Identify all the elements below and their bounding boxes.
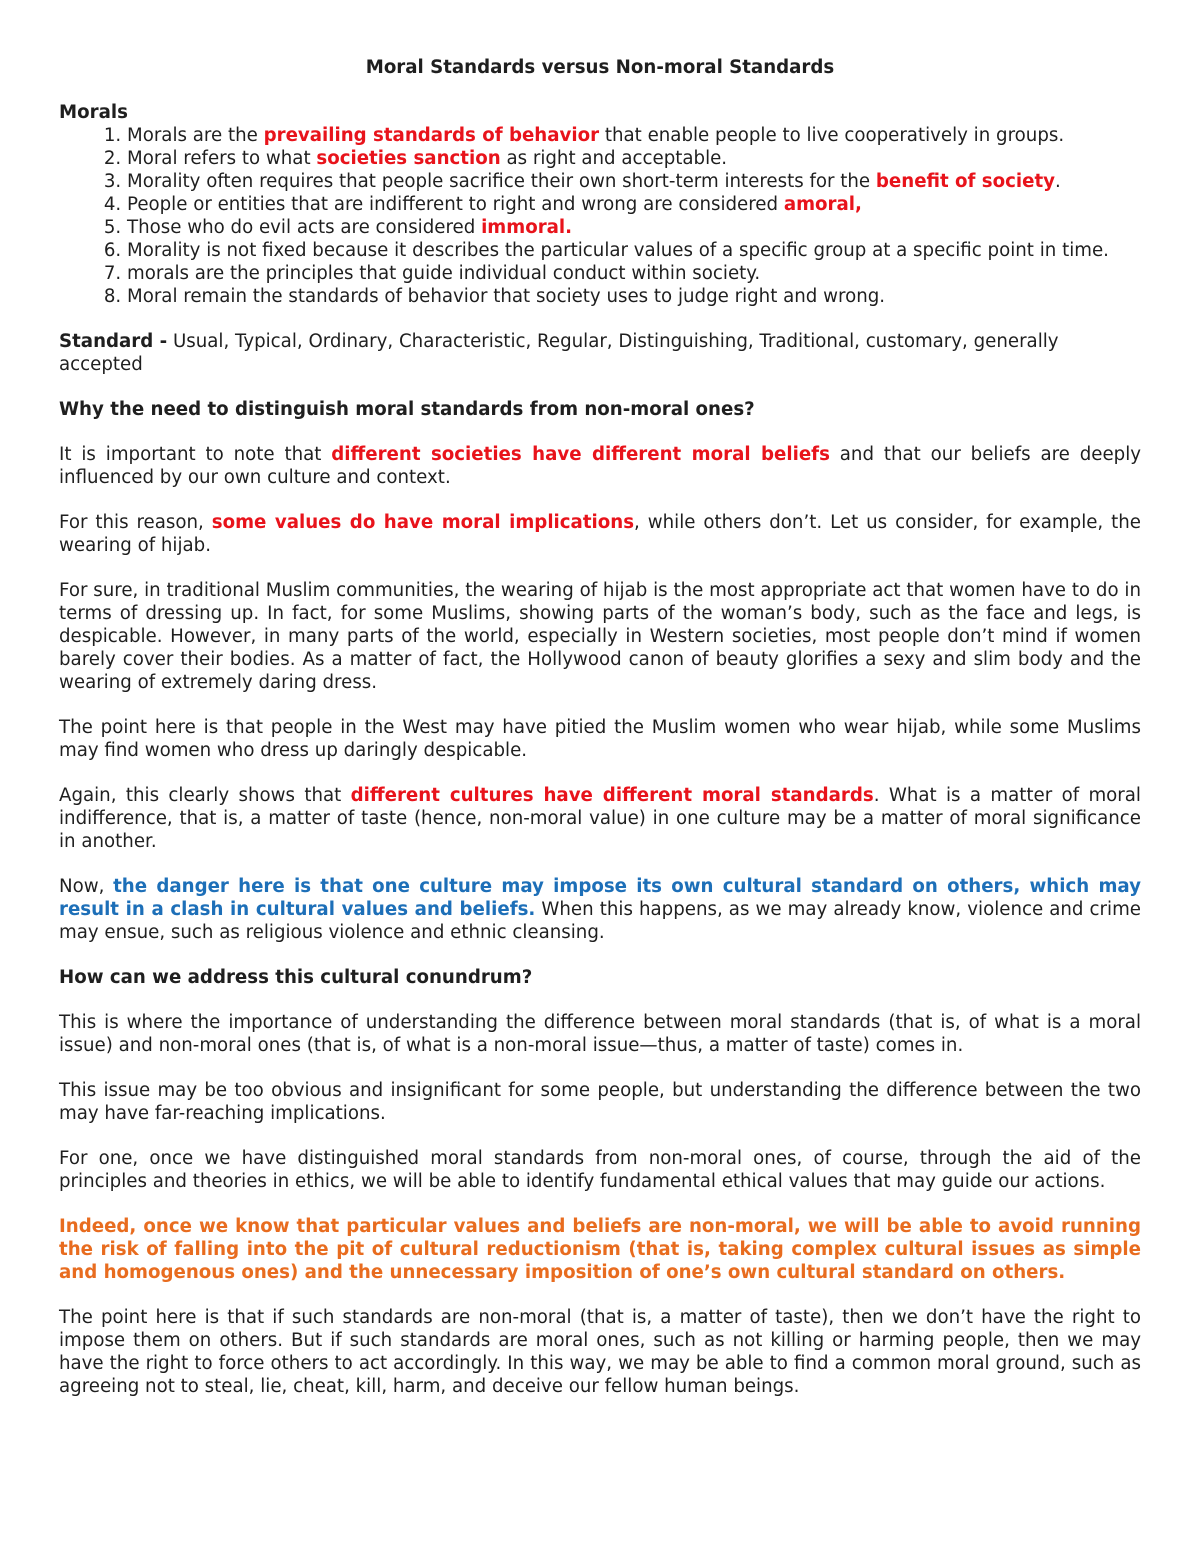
paragraph-5: Again, this clearly shows that different cultures have different moral standards. What is a matter of moral indifference, that is, a matter of taste (hence, non-moral value) in one culture may be a matter of moral significance in another.: [59, 785, 1141, 852]
paragraph-6: Now, the danger here is that one culture may impose its own cultural standard on others, which may result in a clash in cultural values and beliefs. When this happens, as we may already know, violence and crime may ensue, such as religious violence and ethnic cleansing.: [59, 876, 1141, 943]
morals-heading: Morals: [59, 102, 128, 123]
paragraph-4: The point here is that people in the West may have pitied the Muslim women who wear hijab, while some Muslims may find women who dress up daringly despicable.: [59, 717, 1141, 761]
list-item: 4. People or entities that are indifferent to right and wrong are considered amoral,: [127, 193, 1141, 216]
paragraph-11: The point here is that if such standards are non-moral (that is, a matter of taste), then we don’t have the right to impose them on others. But if such standards are moral ones, such as not killing or harming people, then we may have the right to force others to act accordingly. In this way, we may be able to find a common moral ground, such as agreeing not to steal, lie, cheat, kill, harm, and deceive our fellow human beings.: [59, 1307, 1141, 1397]
paragraph-7: This is where the importance of understanding the difference between moral standards (that is, of what is a moral issue) and non-moral ones (that is, of what is a non-moral issue—thus, a matter of taste) comes in.: [59, 1012, 1141, 1056]
list-item: 5. Those who do evil acts are considered immoral.: [127, 216, 1141, 239]
list-item: 6. Morality is not fixed because it describes the particular values of a specific group at a specific point in time.: [127, 239, 1141, 262]
list-item: 3. Morality often requires that people sacrifice their own short-term interests for the benefit of society.: [127, 170, 1141, 193]
paragraph-2: For this reason, some values do have moral implications, while others don’t. Let us consider, for example, the wearing of hijab.: [59, 512, 1141, 556]
paragraph-9: For one, once we have distinguished moral standards from non-moral ones, of course, through the aid of the principles and theories in ethics, we will be able to identify fundamental ethical values that may guide our actions.: [59, 1148, 1141, 1192]
paragraph-1: It is important to note that different societies have different moral beliefs and that our beliefs are deeply influenced by our own culture and context.: [59, 444, 1142, 488]
morals-list: [59, 124, 1141, 308]
standard-definition: Standard - Usual, Typical, Ordinary, Characteristic, Regular, Distinguishing, Traditional, customary, generally accepted: [59, 331, 1059, 375]
paragraph-8: This issue may be too obvious and insignificant for some people, but understanding the difference between the two may have far-reaching implications.: [59, 1080, 1141, 1124]
list-item: 2. Moral refers to what societies sanction as right and acceptable.: [127, 147, 1141, 170]
why-heading: Why the need to distinguish moral standards from non-moral ones?: [59, 399, 755, 420]
document-title: Moral Standards versus Non-moral Standards: [365, 57, 835, 78]
paragraph-3: For sure, in traditional Muslim communities, the wearing of hijab is the most appropriate act that women have to do in terms of dressing up. In fact, for some Muslims, showing parts of the woman’s body, such as the face and legs, is despicable. However, in many parts of the world, especially in Western societies, most people don’t mind if women barely cover their bodies. As a matter of fact, the Hollywood canon of beauty glorifies a sexy and slim body and the wearing of extremely daring dress.: [59, 580, 1141, 693]
list-item: 8. Moral remain the standards of behavior that society uses to judge right and wrong.: [127, 285, 1141, 308]
paragraph-10-highlight: Indeed, once we know that particular values and beliefs are non-moral, we will be able to avoid running the risk of falling into the pit of cultural reductionism (that is, taking complex cultural issues as simple and homogenous ones) and the unnecessary imposition of one’s own cultural standard on others.: [59, 1216, 1141, 1283]
list-item: 7. morals are the principles that guide individual conduct within society.: [127, 262, 1141, 285]
list-item: 1. Morals are the prevailing standards of behavior that enable people to live cooperatively in groups.: [127, 124, 1141, 147]
how-heading: How can we address this cultural conundrum?: [59, 967, 533, 988]
